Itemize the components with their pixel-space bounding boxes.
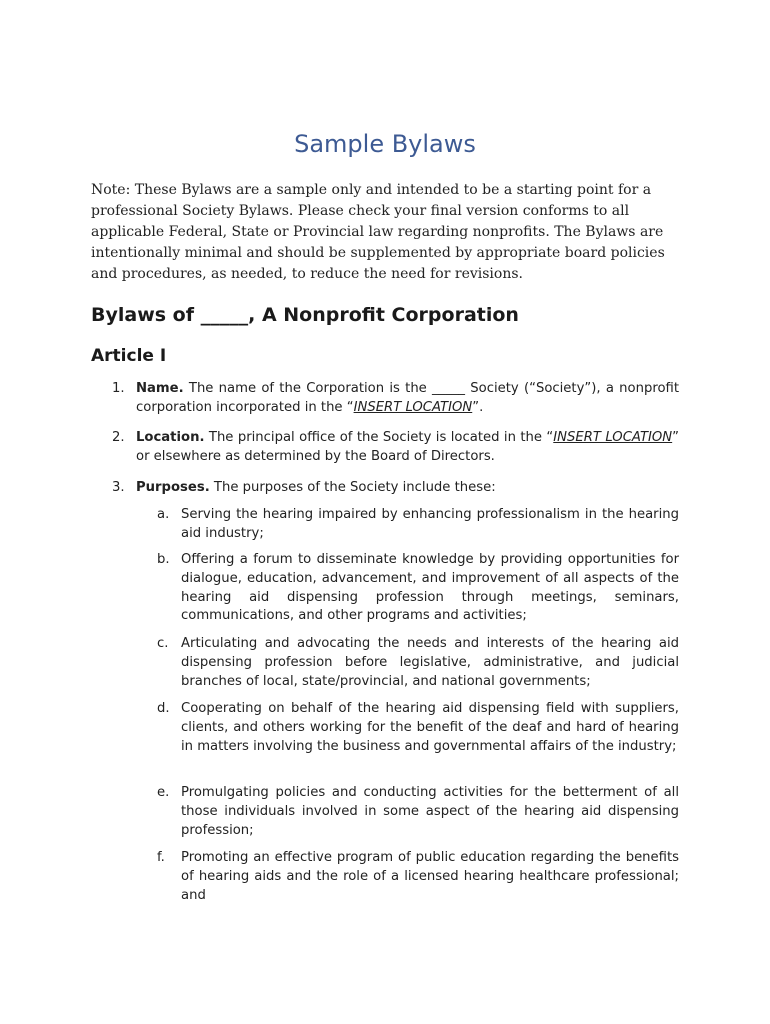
list-number: 3. <box>112 480 125 495</box>
item-label: Location. <box>136 430 205 445</box>
item-label: Purposes. <box>136 480 210 495</box>
insert-location-link[interactable]: INSERT LOCATION <box>553 430 673 445</box>
sub-list-letter: a. <box>157 507 170 522</box>
item-text: The purposes of the Society include these: <box>209 480 496 495</box>
purpose-item-f <box>157 849 679 905</box>
sub-list-letter: e. <box>157 785 170 800</box>
purpose-text: Articulating and advocating the needs and interests of the hearing aid dispensing profession before legislative, administrative, and judicial branches of local, state/provincial, and national governments; <box>181 636 679 689</box>
purpose-item-a <box>157 506 679 544</box>
list-number: 2. <box>112 430 125 445</box>
purpose-item-b <box>157 551 679 626</box>
item-text: The name of the Corporation is the _____ Society (“Society”), a nonprofit corporation incorporated in the “ <box>136 381 679 415</box>
purpose-text: Offering a forum to disseminate knowledge by providing opportunities for dialogue, education, advancement, and improvement of all aspects of the hearing aid dispensing profession through meetings, seminars, communications, and other programs and activities; <box>181 552 679 624</box>
purpose-text: Promulgating policies and conducting activities for the betterment of all those individuals involved in some aspect of the hearing aid dispensing profession; <box>181 785 679 838</box>
note-paragraph: Note: These Bylaws are a sample only and intended to be a starting point for a professional Society Bylaws. Please check your final version conforms to all applicable Federal, State or Provincial law regarding nonprofits. The Bylaws are intentionally minimal and should be supplemented by appropriate board policies and procedures, as needed, to reduce the need for revisions. <box>91 182 665 282</box>
item-text-end: ”. <box>472 400 484 415</box>
list-item-name <box>112 379 679 417</box>
sub-list-letter: b. <box>157 552 170 567</box>
item-label: Name. <box>136 381 184 396</box>
purpose-item-e <box>157 784 679 840</box>
sub-list-letter: c. <box>157 636 169 651</box>
purpose-item-d <box>157 700 679 756</box>
list-item-purposes <box>112 478 679 497</box>
list-number: 1. <box>112 381 125 396</box>
item-text-end: ” or elsewhere as determined by the Board of Directors. <box>136 430 679 464</box>
sub-list-letter: d. <box>157 701 170 716</box>
purpose-item-c <box>157 635 679 691</box>
purpose-text: Serving the hearing impaired by enhancing professionalism in the hearing aid industry; <box>181 507 679 541</box>
list-item-location <box>112 428 679 466</box>
insert-location-link[interactable]: INSERT LOCATION <box>353 400 473 415</box>
document-title: Sample Bylaws <box>294 130 476 158</box>
item-text: The principal office of the Society is located in the “ <box>204 430 554 445</box>
purpose-text: Promoting an effective program of public education regarding the benefits of hearing aids and the role of a licensed hearing healthcare professional; and <box>181 850 679 903</box>
sub-list-letter: f. <box>157 850 165 865</box>
bylaws-heading: Bylaws of _____, A Nonprofit Corporation <box>91 304 519 326</box>
article-heading: Article I <box>91 346 167 366</box>
purpose-text: Cooperating on behalf of the hearing aid dispensing field with suppliers, clients, and others working for the benefit of the deaf and hard of hearing in matters involving the business and governmental affairs of the industry; <box>181 701 679 754</box>
